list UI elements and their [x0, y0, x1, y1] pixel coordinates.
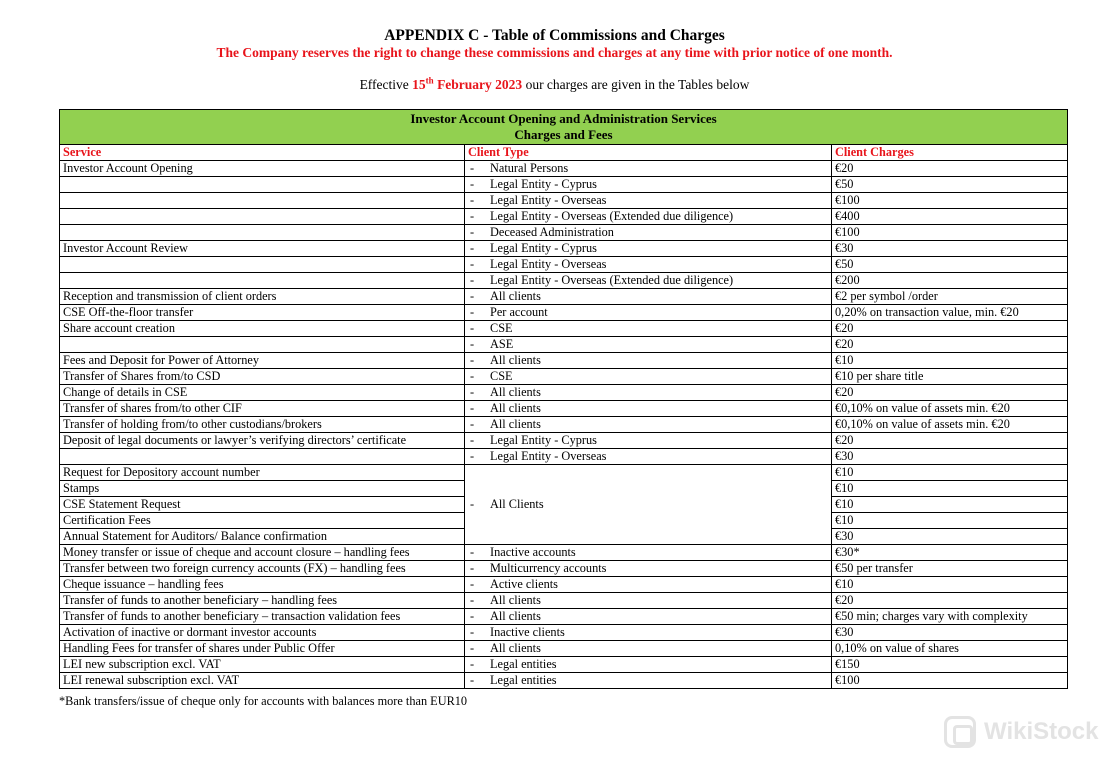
table-row	[60, 241, 1068, 257]
service-cell: Transfer of shares from/to other CIF	[60, 401, 465, 417]
dash-marker: -	[470, 385, 475, 399]
effective-day-suffix: th	[425, 75, 434, 86]
wikistock-logo-icon	[944, 716, 976, 748]
client-type-text: Legal Entity - Overseas (Extended due diligence)	[490, 273, 734, 287]
dash-marker: -	[470, 673, 475, 687]
client-charge-cell: €10	[832, 481, 1068, 497]
client-charge-cell: €30*	[832, 545, 1068, 561]
client-type-cell	[465, 401, 832, 417]
column-header-client-type: Client Type	[465, 145, 832, 161]
client-type-text: ASE	[490, 337, 514, 351]
service-cell: Transfer of funds to another beneficiary – handling fees	[60, 593, 465, 609]
dash-marker: -	[470, 241, 475, 255]
service-cell	[60, 209, 465, 225]
dash-marker: -	[470, 273, 475, 287]
dash-marker: -	[470, 305, 475, 319]
client-type-text: Deceased Administration	[490, 225, 614, 239]
service-cell	[60, 273, 465, 289]
table-body	[60, 161, 1068, 689]
client-type-cell	[465, 673, 832, 689]
table-row	[60, 257, 1068, 273]
client-charge-cell: €20	[832, 321, 1068, 337]
client-type-cell	[465, 225, 832, 241]
client-type-cell	[465, 353, 832, 369]
dash-marker: -	[470, 433, 475, 447]
client-charge-cell: €100	[832, 225, 1068, 241]
service-cell: CSE Off-the-floor transfer	[60, 305, 465, 321]
client-type-text: All clients	[490, 641, 541, 655]
client-type-cell	[465, 465, 832, 545]
client-type-text: All clients	[490, 401, 541, 415]
client-type-text: All clients	[490, 609, 541, 623]
client-type-text: Legal entities	[490, 673, 557, 687]
client-type-text: Inactive accounts	[490, 545, 576, 559]
client-charge-cell: €0,10% on value of assets min. €20	[832, 417, 1068, 433]
client-type-text: Natural Persons	[490, 161, 569, 175]
service-cell: Handling Fees for transfer of shares under Public Offer	[60, 641, 465, 657]
table-row	[60, 193, 1068, 209]
client-type-text: All clients	[490, 417, 541, 431]
client-charge-cell: €20	[832, 337, 1068, 353]
client-type-cell	[465, 305, 832, 321]
client-type-cell	[465, 161, 832, 177]
table-row	[60, 305, 1068, 321]
client-charge-cell: €10	[832, 577, 1068, 593]
client-charge-cell: 0,10% on value of shares	[832, 641, 1068, 657]
client-charge-cell: €100	[832, 193, 1068, 209]
client-type-cell	[465, 593, 832, 609]
client-type-text: Legal Entity - Overseas	[490, 193, 607, 207]
service-cell	[60, 193, 465, 209]
client-type-cell	[465, 385, 832, 401]
table-row	[60, 161, 1068, 177]
client-type-cell	[465, 545, 832, 561]
service-cell: LEI renewal subscription excl. VAT	[60, 673, 465, 689]
dash-marker: -	[470, 177, 475, 191]
effective-suffix: our charges are given in the Tables below	[522, 77, 750, 92]
dash-marker: -	[470, 545, 475, 559]
client-type-cell	[465, 273, 832, 289]
dash-marker: -	[470, 337, 475, 351]
client-charge-cell: 0,20% on transaction value, min. €20	[832, 305, 1068, 321]
dash-marker: -	[470, 497, 475, 511]
footnote: *Bank transfers/issue of cheque only for accounts with balances more than EUR10	[59, 694, 468, 708]
section-header-line2: Charges and Fees	[514, 127, 613, 142]
table-row	[60, 401, 1068, 417]
client-type-text: Inactive clients	[490, 625, 565, 639]
dash-marker: -	[470, 209, 475, 223]
table-row	[60, 465, 1068, 481]
service-cell	[60, 449, 465, 465]
client-type-text: All clients	[490, 593, 541, 607]
client-charge-cell: €2 per symbol /order	[832, 289, 1068, 305]
dash-marker: -	[470, 193, 475, 207]
service-cell	[60, 337, 465, 353]
client-type-cell	[465, 449, 832, 465]
service-cell: LEI new subscription excl. VAT	[60, 657, 465, 673]
dash-marker: -	[470, 417, 475, 431]
client-type-text: Legal entities	[490, 657, 557, 671]
table-row	[60, 449, 1068, 465]
dash-marker: -	[470, 161, 475, 175]
section-header-line1: Investor Account Opening and Administration Services	[410, 111, 717, 126]
table-row	[60, 225, 1068, 241]
dash-marker: -	[470, 625, 475, 639]
table-row	[60, 385, 1068, 401]
page-title: APPENDIX C - Table of Commissions and Charges	[384, 27, 725, 44]
table-section-header	[60, 110, 1068, 145]
service-cell: Change of details in CSE	[60, 385, 465, 401]
client-type-cell	[465, 417, 832, 433]
client-charge-cell: €20	[832, 433, 1068, 449]
client-type-text: Legal Entity - Overseas (Extended due diligence)	[490, 209, 734, 223]
client-type-text: Active clients	[490, 577, 558, 591]
client-type-cell	[465, 609, 832, 625]
dash-marker: -	[470, 449, 475, 463]
service-cell: Request for Depository account number	[60, 465, 465, 481]
dash-marker: -	[470, 401, 475, 415]
client-type-text: All Clients	[490, 497, 544, 511]
client-charge-cell: €30	[832, 449, 1068, 465]
client-type-text: Legal Entity - Cyprus	[490, 241, 597, 255]
service-cell: Activation of inactive or dormant investor accounts	[60, 625, 465, 641]
column-header-service: Service	[60, 145, 465, 161]
table-row	[60, 625, 1068, 641]
watermark-text: WikiStock	[984, 718, 1099, 745]
client-type-cell	[465, 577, 832, 593]
client-type-cell	[465, 257, 832, 273]
dash-marker: -	[470, 289, 475, 303]
dash-marker: -	[470, 561, 475, 575]
client-type-text: Legal Entity - Overseas	[490, 257, 607, 271]
client-charge-cell: €10	[832, 353, 1068, 369]
service-cell: Certification Fees	[60, 513, 465, 529]
dash-marker: -	[470, 593, 475, 607]
client-type-text: All clients	[490, 289, 541, 303]
service-cell	[60, 225, 465, 241]
effective-month-year: February 2023	[433, 77, 523, 92]
client-charge-cell: €10	[832, 465, 1068, 481]
client-charge-cell: €10	[832, 513, 1068, 529]
service-cell: Investor Account Opening	[60, 161, 465, 177]
dash-marker: -	[470, 641, 475, 655]
client-type-cell	[465, 369, 832, 385]
service-cell: Deposit of legal documents or lawyer’s verifying directors’ certificate	[60, 433, 465, 449]
table-row	[60, 545, 1068, 561]
service-cell: Fees and Deposit for Power of Attorney	[60, 353, 465, 369]
table-row	[60, 209, 1068, 225]
client-charge-cell: €20	[832, 385, 1068, 401]
effective-prefix: Effective	[359, 77, 413, 92]
dash-marker: -	[470, 353, 475, 367]
client-type-text: CSE	[490, 369, 513, 383]
dash-marker: -	[470, 577, 475, 591]
service-cell: Money transfer or issue of cheque and account closure – handling fees	[60, 545, 465, 561]
client-type-cell	[465, 337, 832, 353]
dash-marker: -	[470, 257, 475, 271]
column-header-row	[60, 145, 1068, 161]
table-row	[60, 433, 1068, 449]
table-row	[60, 321, 1068, 337]
client-type-cell	[465, 241, 832, 257]
client-type-text: Multicurrency accounts	[490, 561, 607, 575]
service-cell: Annual Statement for Auditors/ Balance confirmation	[60, 529, 465, 545]
client-charge-cell: €100	[832, 673, 1068, 689]
table-row	[60, 177, 1068, 193]
client-charge-cell: €30	[832, 529, 1068, 545]
table-row	[60, 353, 1068, 369]
service-cell: Reception and transmission of client orders	[60, 289, 465, 305]
client-type-text: All clients	[490, 385, 541, 399]
client-type-text: Legal Entity - Overseas	[490, 449, 607, 463]
column-header-client-charges: Client Charges	[832, 145, 1068, 161]
table-row	[60, 593, 1068, 609]
table-row	[60, 673, 1068, 689]
client-charge-cell: €20	[832, 593, 1068, 609]
client-charge-cell: €50 min; charges vary with complexity	[832, 609, 1068, 625]
service-cell: Transfer between two foreign currency accounts (FX) – handling fees	[60, 561, 465, 577]
client-charge-cell: €150	[832, 657, 1068, 673]
client-charge-cell: €30	[832, 241, 1068, 257]
service-cell: CSE Statement Request	[60, 497, 465, 513]
client-charge-cell: €50	[832, 177, 1068, 193]
table-row	[60, 337, 1068, 353]
client-type-cell	[465, 625, 832, 641]
client-type-text: All clients	[490, 353, 541, 367]
service-cell	[60, 177, 465, 193]
service-cell: Investor Account Review	[60, 241, 465, 257]
client-type-text: Legal Entity - Cyprus	[490, 177, 597, 191]
service-cell	[60, 257, 465, 273]
client-type-text: Per account	[490, 305, 548, 319]
dash-marker: -	[470, 321, 475, 335]
client-type-cell	[465, 641, 832, 657]
table-row	[60, 417, 1068, 433]
effective-day: 15	[412, 77, 426, 92]
client-charge-cell: €200	[832, 273, 1068, 289]
service-cell: Stamps	[60, 481, 465, 497]
client-charge-cell: €20	[832, 161, 1068, 177]
client-type-text: CSE	[490, 321, 513, 335]
client-type-cell	[465, 209, 832, 225]
client-charge-cell: €50	[832, 257, 1068, 273]
client-charge-cell: €0,10% on value of assets min. €20	[832, 401, 1068, 417]
client-type-cell	[465, 321, 832, 337]
service-cell: Cheque issuance – handling fees	[60, 577, 465, 593]
service-cell: Share account creation	[60, 321, 465, 337]
table-row	[60, 561, 1068, 577]
service-cell: Transfer of Shares from/to CSD	[60, 369, 465, 385]
client-type-cell	[465, 561, 832, 577]
client-charge-cell: €400	[832, 209, 1068, 225]
effective-date-line	[0, 77, 1109, 93]
charges-table	[59, 109, 1068, 689]
service-cell: Transfer of funds to another beneficiary – transaction validation fees	[60, 609, 465, 625]
effective-date	[412, 77, 522, 92]
table-row	[60, 273, 1068, 289]
client-type-cell	[465, 657, 832, 673]
client-charge-cell: €10 per share title	[832, 369, 1068, 385]
dash-marker: -	[470, 225, 475, 239]
client-type-cell	[465, 193, 832, 209]
table-row	[60, 289, 1068, 305]
client-type-text: Legal Entity - Cyprus	[490, 433, 597, 447]
client-type-cell	[465, 433, 832, 449]
table-row	[60, 369, 1068, 385]
dash-marker: -	[470, 657, 475, 671]
table-row	[60, 641, 1068, 657]
watermark	[944, 716, 1098, 748]
table-row	[60, 577, 1068, 593]
service-cell: Transfer of holding from/to other custodians/brokers	[60, 417, 465, 433]
client-charge-cell: €10	[832, 497, 1068, 513]
client-charge-cell: €30	[832, 625, 1068, 641]
client-charge-cell: €50 per transfer	[832, 561, 1068, 577]
client-type-cell	[465, 177, 832, 193]
table-row	[60, 657, 1068, 673]
dash-marker: -	[470, 609, 475, 623]
client-type-cell	[465, 289, 832, 305]
table-row	[60, 609, 1068, 625]
dash-marker: -	[470, 369, 475, 383]
notice-text: The Company reserves the right to change these commissions and charges at any time with prior notice of one month.	[216, 45, 893, 60]
